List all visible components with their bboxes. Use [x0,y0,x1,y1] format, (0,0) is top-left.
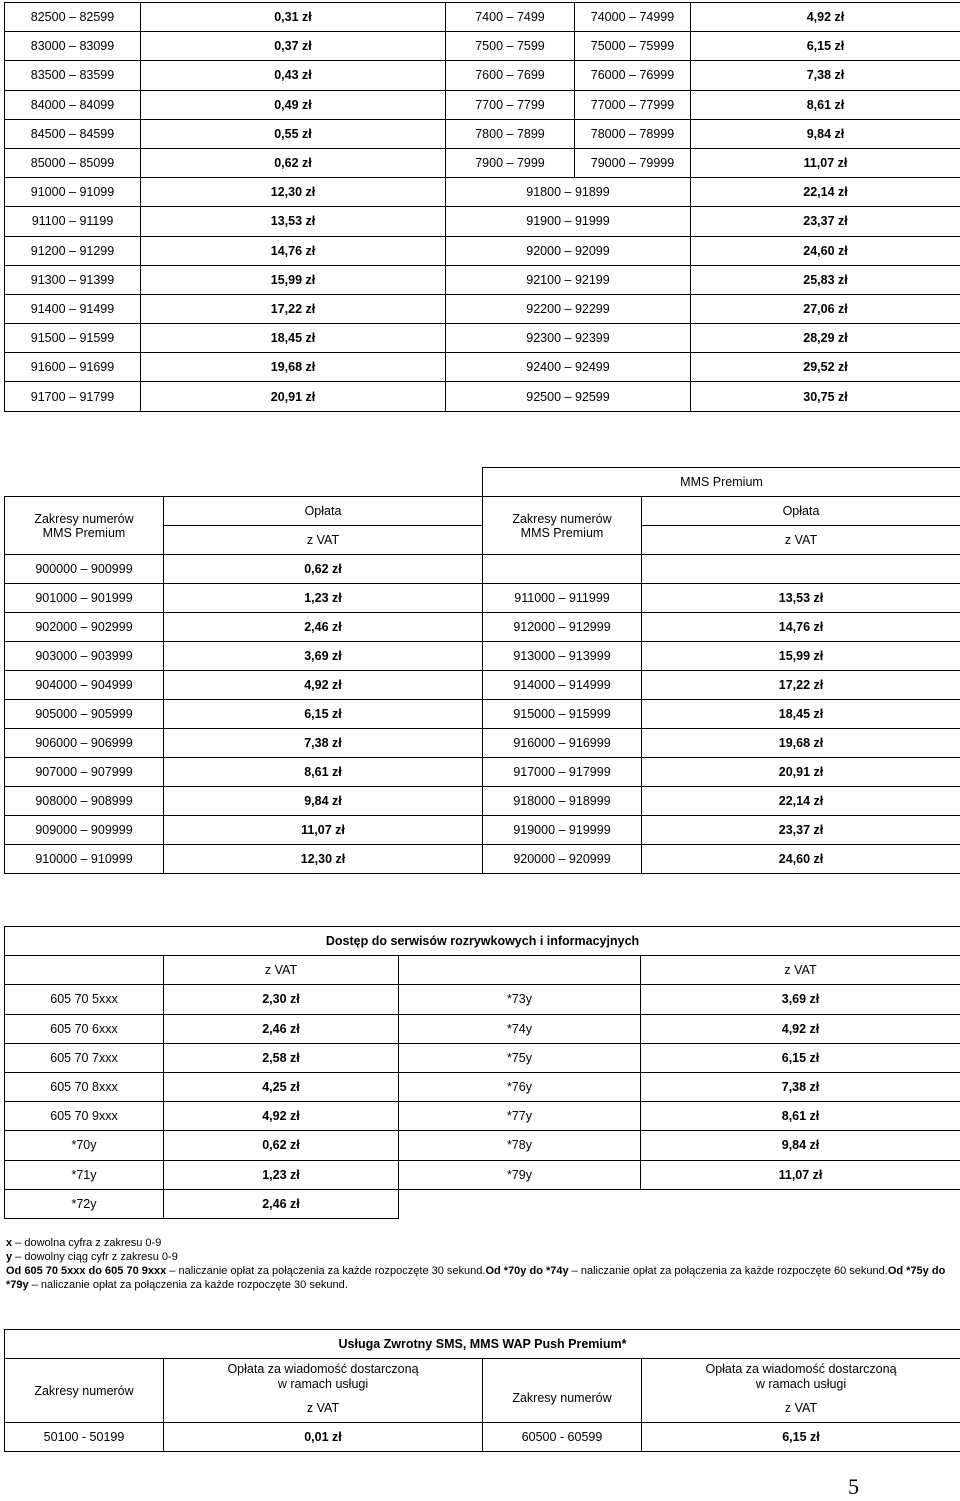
price-cell: 9,84 zł [691,119,960,148]
header-vat-2: z VAT [642,526,960,555]
table-row [5,61,960,90]
price-cell: 19,68 zł [141,353,446,382]
services-title: Dostęp do serwisów rozrywkowych i informacyjnych [5,927,960,956]
table-row [5,1072,960,1101]
range-cell: 91500 – 91599 [5,324,141,353]
range-cell: 900000 – 900999 [5,555,164,584]
range-cell: 92200 – 92299 [446,294,691,323]
header-fee-2: Opłata [642,497,960,526]
range-cell: 7600 – 7699 [446,61,575,90]
range-cell: 903000 – 903999 [5,642,164,671]
range-cell: 91000 – 91099 [5,178,141,207]
table-row [5,642,960,671]
table-row [5,178,960,207]
table-row [5,32,960,61]
table-row [5,985,960,1014]
range-cell: 91800 – 91899 [446,178,691,207]
table-row [5,3,960,32]
number-cell: *75y [399,1043,641,1072]
header-vat-1: z VAT [164,526,483,555]
range-cell: 83500 – 83599 [5,61,141,90]
price-cell: 14,76 zł [141,236,446,265]
table-row [5,236,960,265]
price-cell: 15,99 zł [642,642,960,671]
page-number: 5 [848,1474,859,1499]
header-fee-1: Opłata za wiadomość dostarczoną w ramach usługi [164,1359,483,1395]
footnotes: x – dowolna cyfra z zakresu 0-9 y – dowolny ciąg cyfr z zakresu 0-9 Od 605 70 5xxx do 605 70 9xxx – naliczanie opłat za połączenia za każde rozpoczęte 30 sekund.Od *70y do *74y – naliczanie opłat za połączenia za każde rozpoczęte 60 sekund.Od *75y do *79y – naliczanie opłat za połączenia za każde rozpoczęte 30 sekund. [6,1237,946,1291]
range-cell: 914000 – 914999 [483,671,642,700]
price-cell: 0,55 zł [141,119,446,148]
range-cell: 901000 – 901999 [5,584,164,613]
return-sms-table [4,1329,960,1452]
range-cell: 908000 – 908999 [5,787,164,816]
table-row [5,90,960,119]
price-cell: 24,60 zł [691,236,960,265]
range-cell: 91100 – 91199 [5,207,141,236]
table-row [5,555,960,584]
table-row [5,119,960,148]
empty-cell [399,1189,641,1218]
price-cell: 23,37 zł [642,816,960,845]
range-cell: 7400 – 7499 [446,3,575,32]
price-cell: 23,37 zł [691,207,960,236]
price-cell: 11,07 zł [691,148,960,177]
header-vat-1: z VAT [164,956,399,985]
number-cell: 605 70 8xxx [5,1072,164,1101]
range-cell: 82500 – 82599 [5,3,141,32]
header-ranges-1: Zakresy numerów [5,1359,164,1423]
range-cell: 92000 – 92099 [446,236,691,265]
table-row [5,845,960,874]
table-row [5,1014,960,1043]
range-cell: 77000 – 77999 [575,90,691,119]
price-cell: 14,76 zł [642,613,960,642]
price-cell: 15,99 zł [141,265,446,294]
price-cell: 17,22 zł [141,294,446,323]
header-fee-2: Opłata za wiadomość dostarczoną w ramach usługi [642,1359,960,1395]
table-row [5,1131,960,1160]
price-cell: 0,37 zł [141,32,446,61]
number-cell: *73y [399,985,641,1014]
range-cell: 910000 – 910999 [5,845,164,874]
range-cell: 912000 – 912999 [483,613,642,642]
range-cell: 917000 – 917999 [483,758,642,787]
price-cell: 12,30 zł [141,178,446,207]
range-cell: 83000 – 83099 [5,32,141,61]
price-cell: 25,83 zł [691,265,960,294]
range-cell: 7700 – 7799 [446,90,575,119]
price-cell: 6,15 zł [164,700,483,729]
number-cell: *76y [399,1072,641,1101]
price-cell: 4,92 zł [164,671,483,700]
header-ranges-2: Zakresy numerów [483,1359,642,1423]
range-cell: 904000 – 904999 [5,671,164,700]
price-cell: 29,52 zł [691,353,960,382]
price-cell: 7,38 zł [641,1072,960,1101]
range-cell: 918000 – 918999 [483,787,642,816]
table-row [5,729,960,758]
price-cell: 0,62 zł [164,1131,399,1160]
range-cell: 916000 – 916999 [483,729,642,758]
return-sms-title: Usługa Zwrotny SMS, MMS WAP Push Premium* [5,1330,960,1359]
number-cell: *79y [399,1160,641,1189]
table-row [5,1189,960,1218]
number-cell: 605 70 6xxx [5,1014,164,1043]
range-cell: 74000 – 74999 [575,3,691,32]
range-cell: 91600 – 91699 [5,353,141,382]
range-cell: 60500 - 60599 [483,1423,642,1452]
price-cell: 18,45 zł [141,324,446,353]
price-cell: 9,84 zł [164,787,483,816]
price-cell: 7,38 zł [164,729,483,758]
price-cell: 17,22 zł [642,671,960,700]
range-cell: 91400 – 91499 [5,294,141,323]
mms-premium-title: MMS Premium [483,468,960,497]
price-cell: 22,14 zł [691,178,960,207]
table-row [5,1102,960,1131]
price-cell: 3,69 zł [164,642,483,671]
number-cell: *71y [5,1160,164,1189]
price-cell: 18,45 zł [642,700,960,729]
services-table [4,926,960,1219]
range-cell: 919000 – 919999 [483,816,642,845]
number-cell: *70y [5,1131,164,1160]
price-cell: 2,46 zł [164,1189,399,1218]
range-cell: 78000 – 78999 [575,119,691,148]
number-cell: 605 70 9xxx [5,1102,164,1131]
range-cell: 907000 – 907999 [5,758,164,787]
number-cell: *78y [399,1131,641,1160]
range-cell: 7500 – 7599 [446,32,575,61]
price-cell: 13,53 zł [642,584,960,613]
range-cell: 92100 – 92199 [446,265,691,294]
price-cell: 2,46 zł [164,1014,399,1043]
table-row [5,671,960,700]
price-cell: 1,23 zł [164,584,483,613]
range-cell: 905000 – 905999 [5,700,164,729]
price-cell: 2,30 zł [164,985,399,1014]
table-row [5,1423,960,1452]
header-fee-1: Opłata [164,497,483,526]
price-cell: 0,62 zł [141,148,446,177]
range-cell: 91900 – 91999 [446,207,691,236]
number-cell: *74y [399,1014,641,1043]
range-cell: 84000 – 84099 [5,90,141,119]
table-row [5,1160,960,1189]
price-cell: 1,23 zł [164,1160,399,1189]
range-cell: 915000 – 915999 [483,700,642,729]
price-cell: 2,46 zł [164,613,483,642]
mms-premium-table [4,467,960,874]
range-cell: 7800 – 7899 [446,119,575,148]
price-cell: 0,49 zł [141,90,446,119]
price-cell: 13,53 zł [141,207,446,236]
price-cell: 12,30 zł [164,845,483,874]
price-cell: 19,68 zł [642,729,960,758]
price-cell: 20,91 zł [642,758,960,787]
table-row [5,265,960,294]
price-cell: 20,91 zł [141,382,446,411]
range-cell: 76000 – 76999 [575,61,691,90]
range-cell: 84500 – 84599 [5,119,141,148]
table-row [5,1043,960,1072]
table-row [5,787,960,816]
range-cell: 902000 – 902999 [5,613,164,642]
price-cell: 6,15 zł [641,1043,960,1072]
table-row [5,353,960,382]
price-cell: 4,92 zł [641,1014,960,1043]
header-vat-2: z VAT [641,956,960,985]
price-cell: 3,69 zł [641,985,960,1014]
price-cell: 28,29 zł [691,324,960,353]
table-row [5,816,960,845]
price-cell: 0,31 zł [141,3,446,32]
range-cell: 7900 – 7999 [446,148,575,177]
price-cell: 11,07 zł [641,1160,960,1189]
price-cell: 30,75 zł [691,382,960,411]
table-row [5,148,960,177]
table-row [5,758,960,787]
range-cell: 50100 - 50199 [5,1423,164,1452]
price-cell: 8,61 zł [164,758,483,787]
price-cell: 27,06 zł [691,294,960,323]
price-cell: 0,62 zł [164,555,483,584]
price-cell: 6,15 zł [642,1423,960,1452]
range-cell: 92400 – 92499 [446,353,691,382]
range-cell: 911000 – 911999 [483,584,642,613]
price-cell: 2,58 zł [164,1043,399,1072]
range-cell: 906000 – 906999 [5,729,164,758]
number-cell: 605 70 7xxx [5,1043,164,1072]
price-cell: 6,15 zł [691,32,960,61]
price-cell: 22,14 zł [642,787,960,816]
header-ranges-2: Zakresy numerów MMS Premium [483,497,642,555]
price-cell: 8,61 zł [691,90,960,119]
price-cell: 0,01 zł [164,1423,483,1452]
range-cell: 75000 – 75999 [575,32,691,61]
price-cell: 24,60 zł [642,845,960,874]
price-cell: 4,92 zł [691,3,960,32]
range-cell: 91300 – 91399 [5,265,141,294]
number-cell: *72y [5,1189,164,1218]
range-cell: 92500 – 92599 [446,382,691,411]
range-cell: 91200 – 91299 [5,236,141,265]
table-row [5,294,960,323]
number-cell: *77y [399,1102,641,1131]
table-row [5,584,960,613]
table-row [5,324,960,353]
range-cell: 909000 – 909999 [5,816,164,845]
range-cell: 913000 – 913999 [483,642,642,671]
table-row [5,382,960,411]
range-cell: 79000 – 79999 [575,148,691,177]
price-cell: 4,25 zł [164,1072,399,1101]
price-cell: 4,92 zł [164,1102,399,1131]
table-row [5,207,960,236]
price-cell: 11,07 zł [164,816,483,845]
header-ranges-1: Zakresy numerów MMS Premium [5,497,164,555]
header-vat-2: z VAT [642,1394,960,1423]
price-cell: 8,61 zł [641,1102,960,1131]
header-vat-1: z VAT [164,1394,483,1423]
range-cell: 85000 – 85099 [5,148,141,177]
table-row [5,613,960,642]
range-cell: 91700 – 91799 [5,382,141,411]
rates-table-1 [4,2,960,412]
price-cell: 0,43 zł [141,61,446,90]
table-row [5,700,960,729]
range-cell: 920000 – 920999 [483,845,642,874]
range-cell: 92300 – 92399 [446,324,691,353]
price-cell: 7,38 zł [691,61,960,90]
empty-cell [641,1189,960,1218]
number-cell: 605 70 5xxx [5,985,164,1014]
price-cell: 9,84 zł [641,1131,960,1160]
